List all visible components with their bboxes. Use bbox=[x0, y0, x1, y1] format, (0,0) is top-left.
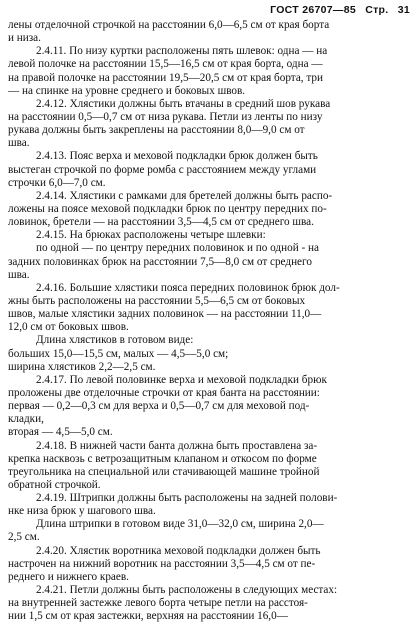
text-line: крепка насквозь с ветрозащитным клапаном и откосом по форме bbox=[8, 452, 317, 465]
text-line: левой полочке на расстоянии 15,5—16,5 см от края борта, одна — bbox=[8, 58, 323, 71]
text-line: кладки, bbox=[8, 413, 44, 426]
document-body bbox=[8, 19, 410, 623]
page-number: 31 bbox=[397, 4, 410, 16]
text-line: 2,5 см. bbox=[8, 531, 40, 544]
page-header bbox=[270, 4, 410, 16]
text-line: 2.4.18. В нижней части банта должна быть проставлена за- bbox=[36, 439, 318, 452]
text-line: выстеган строчкой по форме ромба с расстоянием между углами bbox=[8, 163, 317, 176]
text-line: — на спинке на уровне среднего и боковых швов. bbox=[8, 84, 246, 97]
text-line: ловинок, бретели — на расстоянии 3,5—4,5 см от среднего шва. bbox=[8, 216, 314, 229]
text-line: 2.4.13. Пояс верха и меховой подкладки брюк должен быть bbox=[36, 150, 318, 163]
text-line: и низа. bbox=[8, 32, 41, 45]
text-line: 2.4.20. Хлястик воротника меховой подкладки должен быть bbox=[36, 544, 321, 557]
text-line: шва. bbox=[8, 137, 30, 150]
text-line: нии 1,5 см от края застежки, верхняя на расстоянии 16,0— bbox=[8, 610, 288, 623]
text-line: швов, малые хлястики задних половинок — на расстоянии 11,0— bbox=[8, 308, 322, 321]
standard-number: ГОСТ 26707—85 bbox=[270, 4, 357, 16]
text-line: 2.4.19. Штрипки должны быть расположены на задней полови- bbox=[36, 492, 338, 505]
text-line: жны быть расположены на расстоянии 5,5—6,5 см от боковых bbox=[8, 294, 306, 307]
text-line: 2.4.15. На брюках расположены четыре шлевки: bbox=[36, 229, 266, 242]
page-label: Стр. bbox=[365, 4, 389, 16]
text-line: ширина хлястиков 2,2—2,5 см. bbox=[8, 360, 156, 373]
text-line: на внутренней застежке левого борта четыре петли на расстоя- bbox=[8, 597, 308, 610]
text-line: лены отделочной строчкой на расстоянии 6,0—6,5 см от края борта bbox=[8, 19, 330, 31]
text-line: на правой полочке на расстоянии 19,5—20,5 см от края борта, три bbox=[8, 71, 323, 84]
text-line: рукава должны быть закреплены на расстоянии 8,0—9,0 см от bbox=[8, 124, 305, 137]
text-line: настрочен на нижний воротник на расстоянии 3,5—4,5 см от пе- bbox=[8, 557, 316, 570]
text-line: Длина штрипки в готовом виде 31,0—32,0 см, ширина 2,0— bbox=[36, 518, 324, 531]
text-line: Длина хлястиков в готовом виде: bbox=[36, 334, 194, 347]
text-line: 2.4.21. Петли должны быть расположены в следующих местах: bbox=[36, 584, 338, 597]
text-line: обратной строчкой. bbox=[8, 478, 101, 491]
text-line: 2.4.11. По низу куртки расположены пять шлевок: одна — на bbox=[36, 45, 328, 58]
text-line: реднего и нижнего краев. bbox=[8, 570, 129, 583]
text-line: строчки 6,0—7,0 см. bbox=[8, 176, 106, 189]
text-line: нке низа брюк у шагового шва. bbox=[8, 505, 156, 518]
text-line: 12,0 см от боковых швов. bbox=[8, 321, 129, 334]
text-line: 2.4.14. Хлястики с рамками для бретелей должны быть распо- bbox=[36, 189, 333, 202]
text-line: на расстоянии 0,5—0,7 см от низа рукава. Петли из ленты по низу bbox=[8, 110, 323, 123]
text-line: шва. bbox=[8, 268, 30, 281]
text-line: треугольника на специальной или стачивающей машине тройной bbox=[8, 465, 320, 478]
text-line: ложены на поясе меховой подкладки брюк по центру передних по- bbox=[8, 202, 327, 215]
text-line: вторая — 4,5—5,0 см. bbox=[8, 426, 113, 439]
text-line: больших 15,0—15,5 см, малых — 4,5—5,0 см; bbox=[8, 347, 229, 360]
text-line: 2.4.16. Большие хлястики пояса передних половинок брюк дол- bbox=[36, 281, 340, 294]
text-line: проложены две отделочные строчки от края банта на расстоянии: bbox=[8, 386, 320, 399]
text-line: первая — 0,2—0,3 см для верха и 0,5—0,7 см для меховой под- bbox=[8, 400, 310, 413]
text-line: 2.4.17. По левой половинке верха и меховой подкладки брюк bbox=[36, 373, 327, 386]
text-line: 2.4.12. Хлястики должны быть втачаны в средний шов рукава bbox=[36, 97, 331, 110]
text-line: задних половинках брюк на расстоянии 7,5—8,0 см от среднего bbox=[8, 255, 312, 268]
text-line: по одной — по центру передних половинок и по одной - на bbox=[36, 242, 319, 255]
